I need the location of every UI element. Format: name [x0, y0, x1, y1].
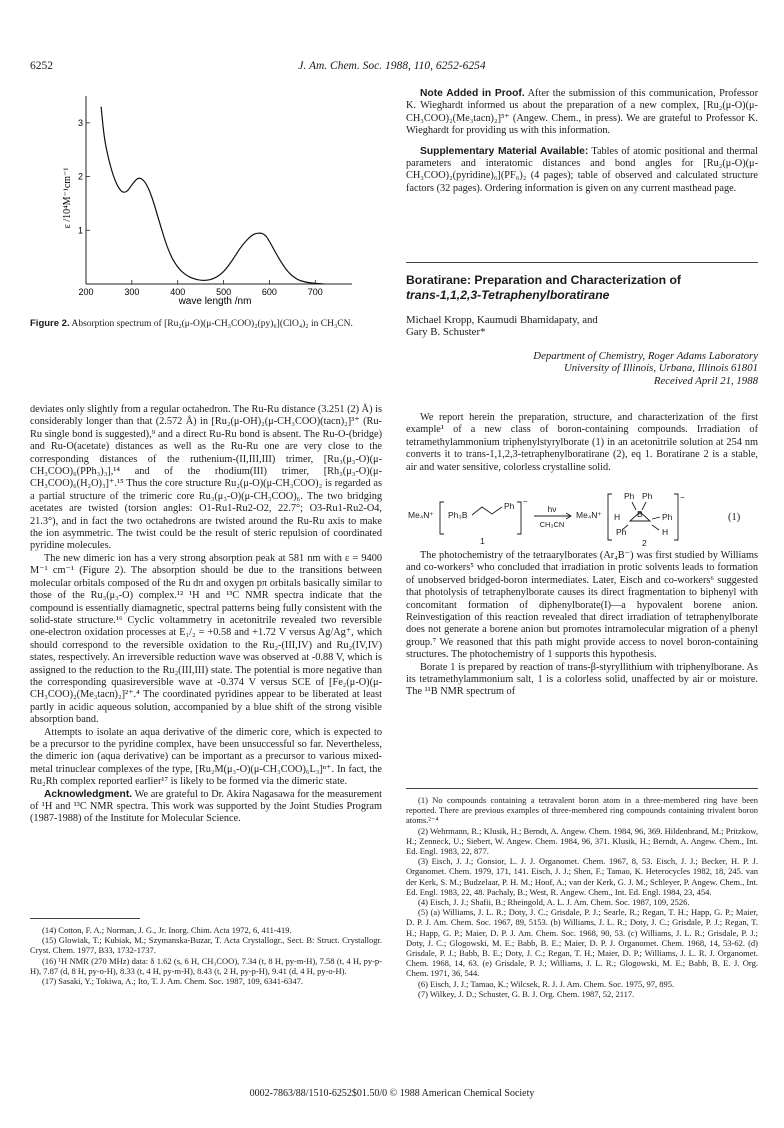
reaction-scheme	[406, 488, 758, 548]
reference-item: (16) ¹H NMR (270 MHz) data: δ 1.62 (s, 6 H, CH₃COO), 7.34 (t, 8 H, py-m-H), 7.58 (t, 4 H, py-p-H), 7.87 (d, 8 H, py-o-H), 8.33 (t, 4 H, py-m-H), 8.43 (t, 2 H, py-p-H), 9.41 (d, 4 H, py-o-H).	[30, 955, 382, 976]
reference-item: (6) Eisch, J. J.; Tamao, K.; Wilcsek, R. J. J. Am. Chem. Soc. 1975, 97, 895.	[418, 978, 675, 989]
equation-number: (1)	[728, 512, 741, 523]
reference-item: (17) Sasaki, Y.; Tokiwa, A.; Ito, T. J. Am. Chem. Soc. 1987, 109, 6341-6347.	[42, 976, 304, 987]
chart-x-tick-label: 600	[261, 287, 277, 297]
footnote-rule	[30, 918, 140, 919]
article-authors	[406, 314, 758, 339]
supplementary-text: Tables of atomic positional and thermal parameters and interatomic distances and bond angles for [Ru₂(μ-O)(μ-CH₃COO)₂(pyridine)₆](PF₆)₂ (4 pages); table of observed and calculated structure factors (32 pages). Ordering information is given on any current masthead page.	[406, 145, 758, 194]
affiliation-line: Department of Chemistry, Roger Adams Laboratory	[533, 350, 758, 362]
boron-label: B	[637, 509, 643, 519]
article-intro	[406, 412, 758, 474]
paragraph: Attempts to isolate an aqua derivative of the dimeric core, which is expected to be a precursor to the pyridine complex, have been unsuccessful so far. Nevertheless, the dimeric ion (aqua derivative) can be important as a precursor to various mixed-metal trinuclear complexes of the type, [Ru₂M(μ₃-O)(μ-CH₃COO)₆L₃]ⁿ⁺. In fact, the Ru₂Rh complex reported earlier¹⁷ is likely to be formed via the dimeric state.	[30, 726, 382, 788]
right-references	[406, 795, 758, 999]
phenyl-label: Ph	[662, 512, 673, 522]
phenyl-label: Ph	[624, 491, 635, 501]
article-body	[406, 550, 758, 699]
reference-item: (15) Glowiak, T.; Kubiak, M.; Szymanska-Buzar, T. Acta Crystallogr., Sect. B: Struct. Crystallogr. Cryst. Chem. 1977, B33, 1732-1737.	[30, 935, 382, 956]
authors-line: Michael Kropp, Kaumudi Bhamidapaty, and	[406, 314, 598, 326]
figure-caption-label: Figure 2.	[30, 318, 70, 329]
reference-item: (1) No compounds containing a tetravalent boron atom in a three-membered ring have been reported. There are previous examples of three-membered ring compounds containing trivalent boron atoms.²⁻⁴	[406, 795, 758, 826]
note-added-label: Note Added in Proof.	[420, 88, 525, 99]
chart-y-tick-label: 1	[77, 225, 83, 236]
hydrogen-label: H	[614, 512, 621, 522]
solvent-label: CH₃CN	[539, 520, 565, 529]
reference-item: (7) Wilkey, J. D.; Schuster, G. B. J. Org. Chem. 1987, 52, 2117.	[418, 988, 635, 999]
absorption-spectrum-chart	[60, 88, 370, 310]
figure-caption	[30, 318, 382, 330]
compound-number: 2	[642, 538, 647, 548]
authors-line: Gary B. Schuster*	[406, 326, 486, 339]
note-added-paragraph	[406, 88, 758, 138]
styryl-bond	[472, 507, 502, 515]
right-bracket	[674, 494, 678, 540]
chart-y-axis-label: ε /10⁴M⁻¹cm⁻¹	[62, 167, 73, 229]
note-added-text: After the submission of this communication, Professor K. Wieghardt informed us about the preparation of a new complex, [Ru₂(μ-O)(μ-CH₃COO)₂(Me₃tacn)₂]³⁺ (Angew. Chem., in press). We are grateful to Professor K. Wieghardt for providing us with this information.	[406, 88, 759, 137]
article-title-line: trans-1,1,2,3-Tetraphenylboratirane	[406, 287, 610, 302]
article-affiliation	[406, 350, 758, 387]
page-footer: 0002-7863/88/1510-6252$01.50/0 © 1988 American Chemical Society	[249, 1088, 535, 1099]
affiliation-line: University of Illinois, Urbana, Illinois 61801	[563, 362, 758, 375]
paragraph: Borate 1 is prepared by reaction of trans-β-styryllithium with triphenylborane. As its tetramethylammonium salt, 1 is a colorless solid, unaffected by air or moisture. The ¹¹B NMR spectrum of	[406, 661, 758, 698]
reference-item: (14) Cotton, F. A.; Norman, J. G., Jr. Inorg. Chim. Acta 1972, 6, 411-419.	[42, 925, 292, 935]
reference-item: (2) Wehrmann, R.; Klusik, H.; Berndt, A. Angew. Chem. 1984, 96, 369. Hildenbrand, M.; Pritzkow, H.; Zenneck, U.; Siebert, W. Angew. Chem. 1984, 96, 371. Klusik, H.; Berndt, A. Angew. Chem., Int. Ed. Engl. 1983, 22, 877.	[406, 825, 758, 857]
compound-number: 1	[480, 536, 485, 546]
journal-header: J. Am. Chem. Soc. 1988, 110, 6252-6254	[298, 60, 486, 72]
article-separator-rule	[406, 262, 758, 263]
figure-caption-text: Absorption spectrum of [Ru₂(μ-O)(μ-CH₃COO)₂(py)₆](ClO₄)₂ in CH₃CN.	[71, 319, 353, 329]
reference-item: (5) (a) Williams, J. L. R.; Doty, J. C.; Grisdale, P. J.; Searle, R.; Regan, T. H.; Happ, G. P.; Maier, D. P. J. Am. Chem. Soc. 1967, 89, 5153. (b) Williams, J. L. R.; Doty, J. C.; Grisdale, P. J.; Regan, T. H.; Happ, G. P.; Maier, D. P. J. Am. Chem. Soc. 1968, 90, 53. (c) Williams, J. L. R.; Grisdale, P. J.; Doty, J. C.; Glogowski, M. E.; Babb, B. E.; Maier, D. P. J. Organomet. Chem. 1968, 14, 53-62. (d) Grisdale, P. J.; Babb, B. E.; Doty, J. C.; Regan, T. H.; Maier, D. P.; Williams, J. L. R. J. Organomet. Chem. 1968, 14, 63. (e) Grisdale, P. J.; Williams, J. L. R.; Glogowski, M. E.; Babb, B. E. J. Org. Chem. 1971, 36, 544.	[406, 907, 758, 979]
paragraph: We report herein the preparation, structure, and characterization of the first example¹ of a new class of boron-containing compounds. Irradiation of tetramethylammonium triphenylstyrylborate (1) in an acetonitrile solution at 254 nm converts it to trans-1,1,2,3-tetraphenylboratirane (2), eq 1. Boratirane 2 is a stable, air and water sensitive, colorless crystalline solid.	[406, 412, 758, 473]
paragraph: The new dimeric ion has a very strong absorption peak at 581 nm with ε = 9400 M⁻¹ cm⁻¹ (Figure 2). The absorption should be due to the transitions between molecular orbitals composed of the Ru dπ and oxygen pπ orbitals basically similar to those of the Ru₃(μ₃-O) complex.¹² ¹H and ¹³C NMR spectra indicate that the compound is essentially diamagnetic, spectral patterns being fully consistent with the solid-state structure.¹⁶ Cyclic voltammetry in acetonitrile revealed two reversible one-electron oxidation processes at E₁/₂ = +0.58 and +1.72 V versus Ag/Ag⁺, which should correspond to the reversible oxidation to the Ru₂-(III,IV) and Ru₂(IV,IV) states, respectively. An irreversible reduction wave was observed at -0.88 V, which is assigned to the reduction to the Ru₂(III,III) state. The potential is more negative than the corresponding quasireversible wave at -0.374 V versus SCE of [Fe₂(μ-O)(μ-CH₃COO)₂(Me₃tacn)₂]²⁺.⁴ The coordinated pyridines appear to be liberated at least partly in acidic aqueous solution, accompanied by a blue shift of the strong visible absorption band.	[30, 552, 382, 726]
charge-minus: −	[680, 493, 685, 502]
reference-item: (4) Eisch, J. J.; Shafii, B.; Rheingold, A. L. J. Am. Chem. Soc. 1987, 109, 2526.	[418, 897, 690, 908]
paragraph: deviates only slightly from a regular octahedron. The Ru-Ru distance (3.251 (2) Å) is considerably longer than that (2.572 Å) in [Ru₂(μ-OH)₂(μ-CH₃COO)(tacn)₂]³⁺ (Ru-Ru single bond is suggested),⁹ and a direct Ru-Ru bond is absent. The Ru-O-(bridge) and Ru-O(acetate) distances as well as the Ru-Ru one are very close to the corresponding distances of the ruthenium-(II,III,III) trimer, [Ru₃(μ₃-O)(μ-CH₃COO)₆(PPh₃)₃],¹⁴ and of the rhodium(III) trimer, [Rh₃(μ₃-O)(μ-CH₃COO)₆(H₂O)₃]⁺.¹⁵ Thus the core structure Ru₂(μ-O)(μ-CH₃COO)₂ is regarded as a partial structure of the trimeric core Ru₃(μ₃-O)(μ-CH₃COO)₆. The two bridging acetates are twisted (torsion angles: O1-Ru1-Ru2-O2, 22.7°; O3-Ru1-Ru2-O4, 21.3°), and in fact the two octahedrons are twisted around the Ru-Ru axis to make the ion asymmetric. The twist could be the result of steric repulsion of coordinated pyridine molecules.	[30, 404, 382, 552]
acknowledgment-text: We are grateful to Dr. Akira Nagasawa for the measurement of ¹H and ¹³C NMR spectra. This work was supported by the Joint Studies Program (1987-1988) of the Institute for Molecular Science.	[30, 788, 383, 825]
left-references	[30, 925, 382, 986]
cation-label: Me₄N⁺	[576, 510, 602, 520]
hydrogen-label: H	[662, 527, 669, 537]
right-bracket	[517, 502, 521, 534]
cation-label: Me₄N⁺	[408, 510, 434, 520]
chart-x-tick-label: 400	[170, 287, 186, 297]
paragraph: The photochemistry of the tetraarylborates (Ar₄B⁻) was first studied by Williams and co-workers⁵ who concluded that irradiation in protic solvents leads to formation of unobserved bridged-boron intermediates. Later, Eisch and co-workers⁶ suggested that photolysis of tetraphenylborate causes its direct fragmentation to biphenyl with concomitant formation of diphenylborate(I)—a hypovalent borene anion. Reinvestigation of this reaction revealed that direct irradiation of tetraphenylborate does not generate a borene anion but promotes intramolecular migration of a phenyl group.⁷ We reasoned that this path might provide access to novel boron-containing structures. The photochemistry of 1 supports this hypothesis.	[406, 550, 758, 661]
received-date: Received April 21, 1988	[653, 374, 758, 387]
article-title	[406, 273, 758, 302]
borate-group: Ph₃B	[448, 510, 468, 520]
left-bracket	[440, 502, 444, 534]
hv-label: hν	[547, 504, 557, 514]
supplementary-label: Supplementary Material Available:	[420, 145, 589, 157]
chart-y-tick-label: 3	[77, 117, 83, 128]
acknowledgment-label: Acknowledgment.	[44, 788, 133, 800]
chart-series-line	[101, 107, 324, 284]
article-title-line: Boratirane: Preparation and Characterization of	[406, 273, 681, 287]
chart-x-tick-label: 700	[307, 287, 323, 297]
left-bracket	[608, 494, 612, 540]
left-column-body	[30, 404, 382, 826]
footnote-rule	[406, 788, 758, 789]
reference-item: (3) Eisch, J. J.; Gonsior, L. J. J. Organomet. Chem. 1967, 8, 53. Eisch, J. J.; Becker, H. P. J. Organomet. Chem. 1979, 171, 141. Eisch, J. J.; Shen, F.; Tamao, K. Heterocycles 1982, 18, 245. van der Kerk, S. M.; Budzelaar, P. H. M.; Hoof, A.; van der Kerk, G. J. M.; Schleyer, P. Angew. Chem., Int. Ed. Engl. 1983, 22, 48. Pachaly, B.; West, R. Angew. Chem., Int. Ed. Engl. 1984, 23, 454.	[406, 856, 758, 897]
chart-x-tick-label: 200	[78, 287, 94, 297]
acknowledgment-paragraph	[30, 789, 382, 826]
phenyl-label: Ph	[642, 491, 653, 501]
right-column-top	[406, 88, 758, 195]
charge-minus: −	[523, 497, 528, 506]
chart-x-tick-label: 500	[216, 287, 232, 297]
page-number: 6252	[30, 60, 53, 72]
phenyl-label: Ph	[504, 501, 515, 511]
chart-y-tick-label: 2	[77, 171, 83, 182]
chart-x-tick-label: 300	[124, 287, 140, 297]
phenyl-label: Ph	[616, 527, 627, 537]
chart-x-axis-label: wave length /nm	[178, 296, 252, 307]
supplementary-paragraph	[406, 146, 758, 196]
